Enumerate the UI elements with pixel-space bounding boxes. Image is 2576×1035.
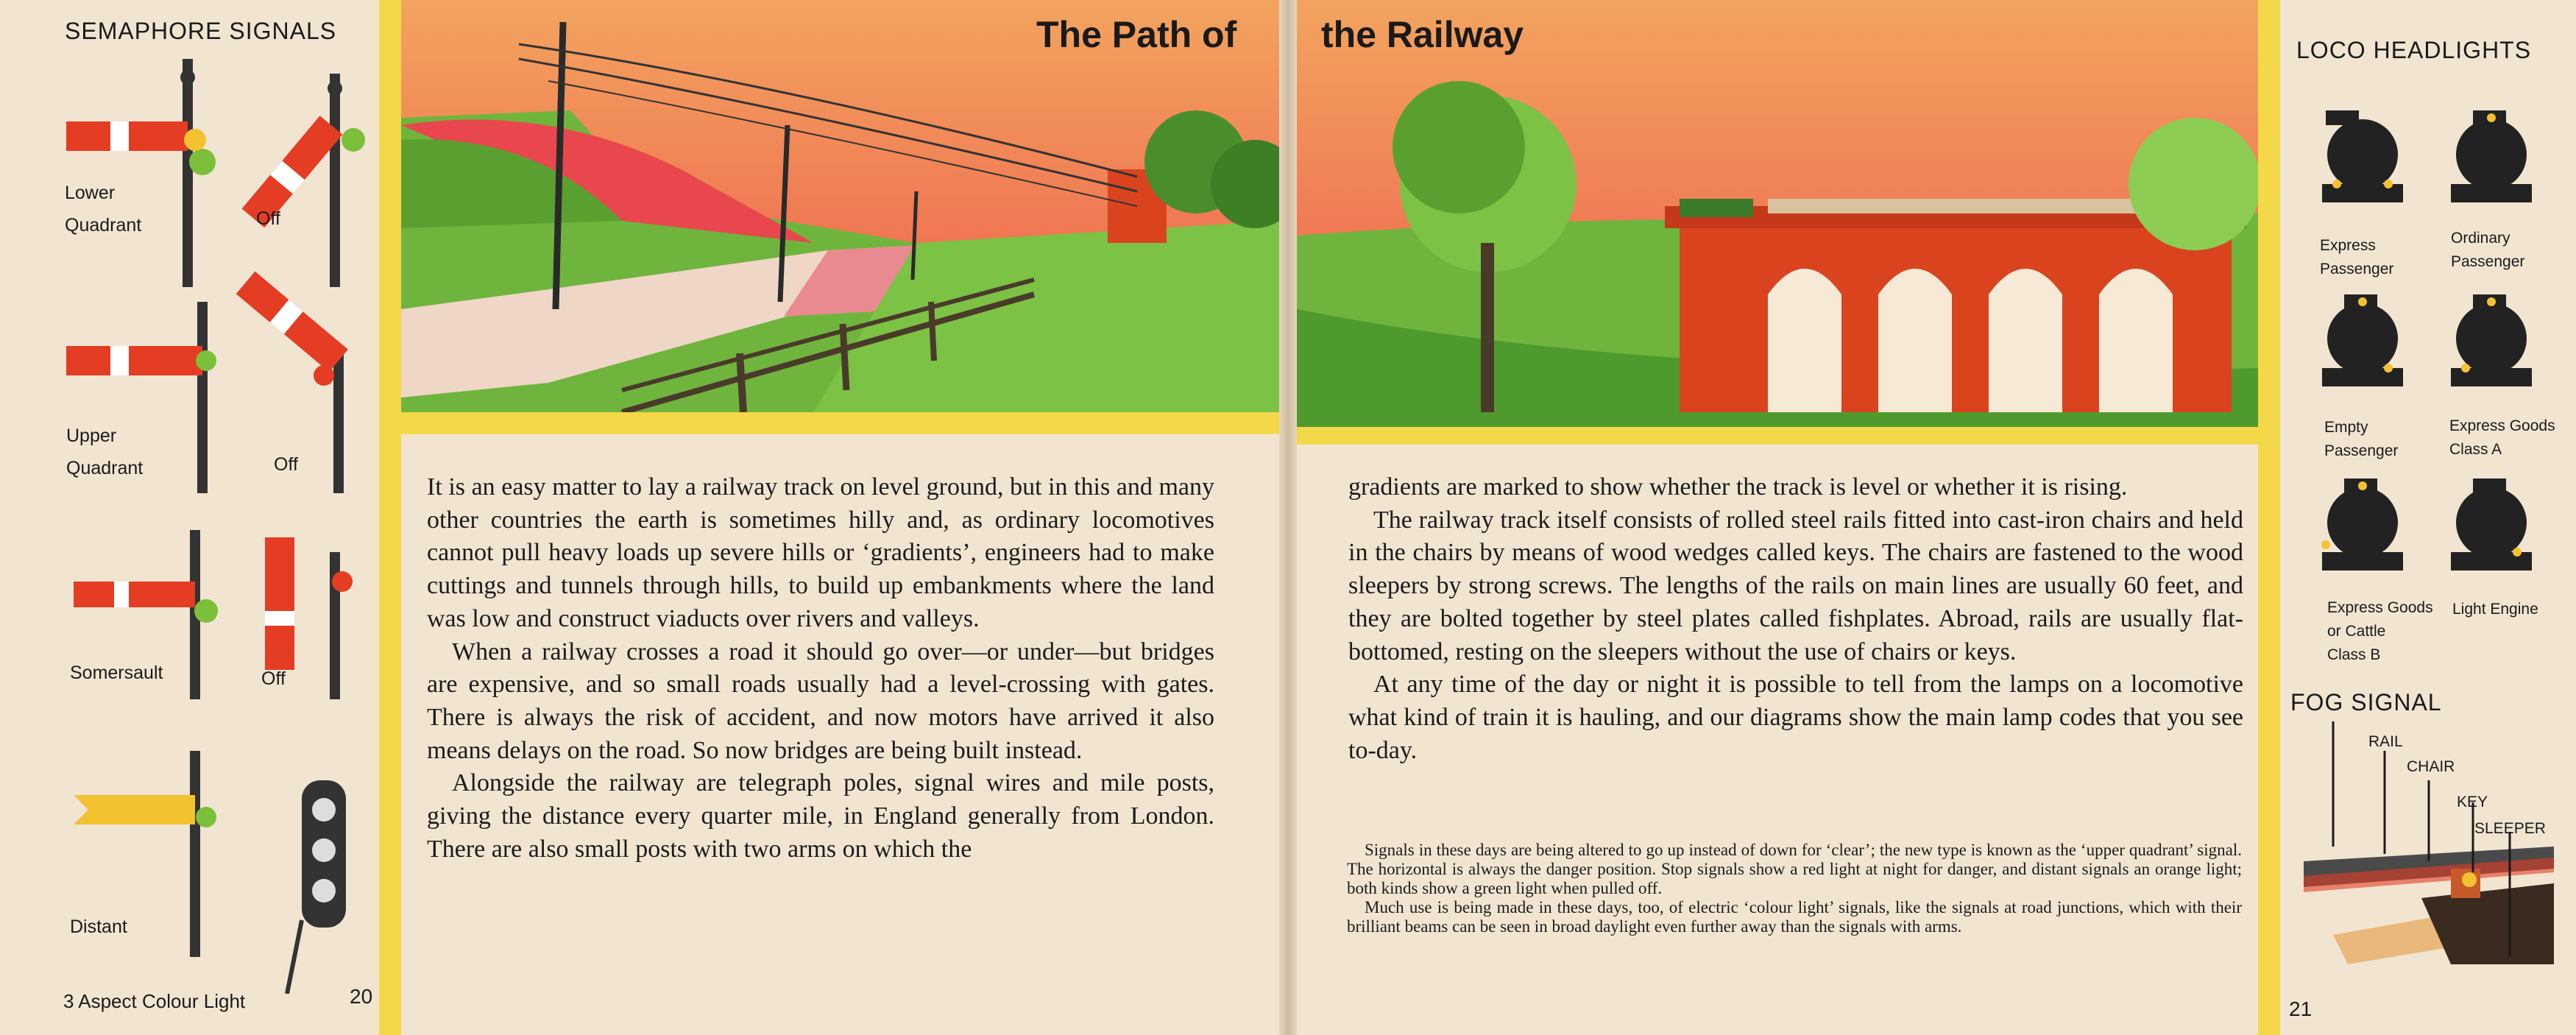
loco-empty-passenger xyxy=(2322,294,2403,386)
right-body-text xyxy=(1348,471,2243,767)
loco-fronts xyxy=(2311,103,2547,618)
caption-express-goods-a: Express Goods Class A xyxy=(2449,417,2555,458)
loco-ordinary-passenger xyxy=(2451,110,2532,202)
loco-headlight-diagrams xyxy=(2311,103,2547,618)
label-rail: RAIL xyxy=(2368,733,2403,750)
paragraph-3: Alongside the railway are telegraph poles, signal wires and mile posts, giving the distance every quarter mile, in England generally from London. There are also small posts with two arms on which the xyxy=(427,769,1214,863)
left-yellow-border xyxy=(379,0,401,1035)
right-yellow-band xyxy=(1297,427,2276,445)
label-chair: CHAIR xyxy=(2407,758,2455,775)
paragraph-6: At any time of the day or night it is possible to tell from the lamps on a locomotive what kind of train it is hauling, and our diagrams show the main lamp codes that you see to-day. xyxy=(1348,671,2243,764)
caption-ordinary-passenger: Ordinary Passenger xyxy=(2451,230,2525,270)
cutting-scene xyxy=(401,0,1279,412)
small-paragraph-2: Much use is being made in these days, too, of electric ‘colour light’ signals, like the signals at road junctions, which with their brilliant beams can be seen in broad daylight even further away than the signals with arms. xyxy=(1347,898,2242,936)
left-body-text xyxy=(427,471,1214,866)
loco-title: LOCO HEADLIGHTS xyxy=(2296,37,2532,63)
paragraph-1: It is an easy matter to lay a railway track on level ground, but in this and many other countries the earth is sometimes hilly and, as ordinary locomotives cannot pull heavy loads up severe hills or ‘gradients’, engineers had to make cuttings and tunnels through hills, to build up embankments where the land was low and construct viaducts over rivers and valleys. xyxy=(427,473,1214,632)
page-number-right: 21 xyxy=(2289,997,2313,1020)
caption-off-1: Off xyxy=(256,208,280,229)
landscape-illustration-right xyxy=(1297,0,2258,427)
semaphore-title: SEMAPHORE SIGNALS xyxy=(65,18,337,44)
caption-upper-quadrant: Upper Quadrant xyxy=(66,425,144,478)
caption-lower-quadrant: Lower Quadrant xyxy=(65,183,142,236)
paragraph-5: The railway track itself consists of rolled steel rails fitted into cast-iron chairs and held in the chairs by means of wood wedges called keys. The chairs are fastened to the wood sleepers by strong screws. The lengths of the rails on main lines are usually 60 feet, and they are bolted together by steel plates called fishplates. Abroad, rails are usually flat-bottomed, resting on the sleepers without the use of chairs or keys. xyxy=(1348,506,2243,665)
loco-light-engine xyxy=(2451,478,2532,571)
paragraph-4: gradients are marked to show whether the track is level or whether it is rising. xyxy=(1348,473,2128,501)
caption-empty-passenger: Empty Passenger xyxy=(2324,419,2399,459)
right-yellow-border xyxy=(2258,0,2280,1035)
caption-three-aspect: 3 Aspect Colour Light xyxy=(63,990,246,1012)
page-number-left: 20 xyxy=(350,985,373,1008)
small-paragraph-1: Signals in these days are being altered to go up instead of down for ‘clear’; the new type is known as the ‘upper quadrant’ signal. The horizontal is always the danger position. Stop signals show a red light at night for danger, and distant signals an orange light; both kinds show a green light when pulled off. xyxy=(1347,841,2242,897)
viaduct-scene xyxy=(1297,0,2258,427)
fog-title: FOG SIGNAL xyxy=(2290,689,2442,716)
caption-express-passenger: Express Passenger xyxy=(2320,237,2394,278)
left-yellow-band xyxy=(401,412,1279,434)
heading-right: the Railway xyxy=(1321,14,1524,55)
label-sleeper: SLEEPER xyxy=(2474,820,2546,837)
small-print-text xyxy=(1347,841,2242,936)
locomotive xyxy=(1680,199,1753,217)
caption-express-goods-b: Express Goods or Cattle Class B xyxy=(2327,599,2433,663)
caption-off-2: Off xyxy=(274,454,298,475)
landscape-illustration-left xyxy=(401,0,1279,412)
caption-light-engine: Light Engine xyxy=(2452,601,2538,618)
signal-arm-upper-quadrant xyxy=(66,346,202,375)
loco-express-goods-b xyxy=(2321,478,2403,571)
caption-off-3: Off xyxy=(261,668,286,689)
signal-arm-somersault xyxy=(74,582,195,607)
heading-left: The Path of xyxy=(1036,14,1237,55)
caption-somersault: Somersault xyxy=(70,663,163,683)
signal-arm-distant xyxy=(74,795,195,824)
loco-express-passenger xyxy=(2322,110,2403,202)
caption-distant: Distant xyxy=(70,916,127,937)
book-gutter xyxy=(1279,0,1297,1035)
paragraph-2: When a railway crosses a road it should go over—or under—but bridges are expensive, and so small roads usually had a level-crossing with gates. There is always the risk of accident, and now motors have arrived it also means delays on the road. So now bridges are being built instead. xyxy=(427,637,1214,764)
label-key: KEY xyxy=(2457,794,2488,810)
loco-express-goods-a xyxy=(2451,294,2532,386)
